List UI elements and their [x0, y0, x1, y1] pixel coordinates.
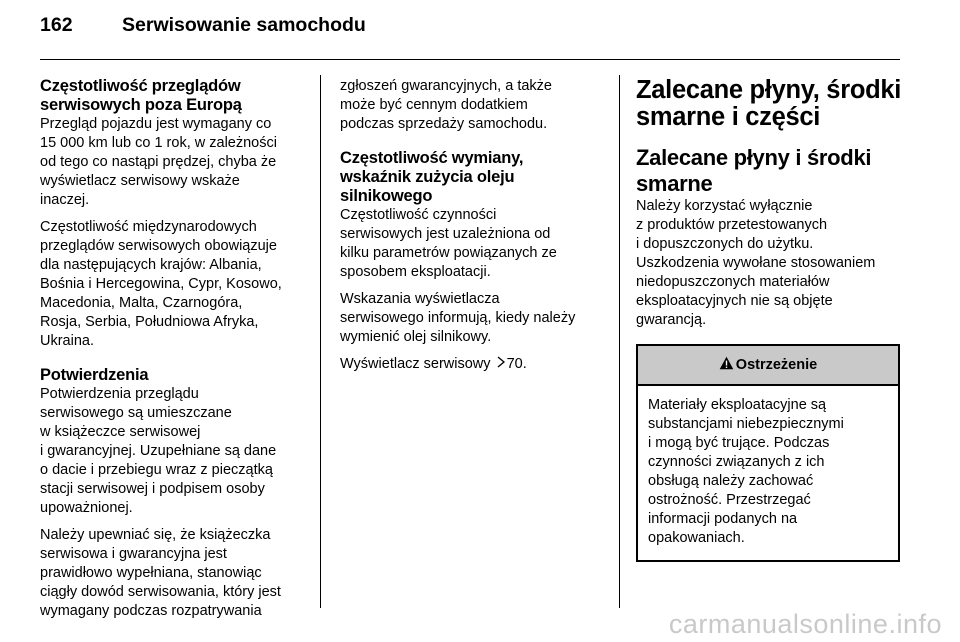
warning-triangle-icon: [719, 356, 734, 374]
paragraph: Wskazania wyświetlacza serwisowego informują, kiedy należy wymienić olej silnikowy.: [340, 291, 576, 345]
page-reference-arrow-icon: [497, 355, 505, 374]
chapter-heading: Zalecane płyny, środki smarne i części: [636, 76, 902, 131]
page-title: Serwisowanie samochodu: [122, 14, 366, 36]
header-rule: [40, 59, 900, 60]
column-3: [636, 77, 902, 562]
paragraph: Potwierdzenia przeglądu serwisowego są umieszczane w książeczce serwisowej i gwarancyjnej. Uzupełniane są dane o dacie i przebiegu wraz z pieczątką stacji serwisowej i podpisem osoby upoważnionej.: [40, 386, 277, 516]
warning-header: [638, 346, 898, 386]
paragraph: Przegląd pojazdu jest wymagany co 15 000 km lub co 1 rok, w zależności od tego co nastąpi prędzej, chyba że wyświetlacz serwisowy wskaże inaczej.: [40, 116, 277, 208]
section-heading: Częstotliwość wymiany, wskaźnik zużycia oleju silnikowego: [340, 149, 524, 205]
paragraph: Wyświetlacz serwisowy 70.: [340, 356, 527, 372]
warning-text: Materiały eksploatacyjne są substancjami niebezpiecznymi i mogą być trujące. Podczas czynności związanych z ich obsługą należy zachować ostrożność. Przestrzegać informacji podanych na opakowaniach.: [648, 397, 844, 546]
subchapter-heading: Zalecane płyny i środki smarne: [636, 145, 872, 196]
paragraph: Należy upewniać się, że książeczka serwisowa i gwarancyjna jest prawidłowo wypełniana, stanowiąc ciągły dowód serwisowania, który jest wymagany podczas rozpatrywania: [40, 527, 281, 619]
paragraph: Częstotliwość międzynarodowych przeglądów serwisowych obowiązuje dla następujących krajów: Albania, Bośnia i Hercegowina, Cypr, Kosowo, Macedonia, Malta, Czarnogóra, Rosja, Serbia, Południowa Afryka, Ukraina.: [40, 219, 282, 349]
warning-title: Ostrzeżenie: [735, 357, 818, 373]
column-1: [40, 77, 308, 621]
column-divider: [619, 75, 620, 608]
page-number: 162: [40, 14, 73, 36]
section-heading: Częstotliwość przeglądów serwisowych poza Europą: [40, 77, 242, 114]
warning-box: [636, 344, 900, 562]
paragraph: Należy korzystać wyłącznie z produktów przetestowanych i dopuszczonych do użytku. Uszkodzenia wywołane stosowaniem niedopuszczonych materiałów eksploatacyjnych nie są objęte gwarancją.: [636, 198, 876, 328]
paragraph: zgłoszeń gwarancyjnych, a także może być cennym dodatkiem podczas sprzedaży samochodu.: [340, 78, 552, 132]
page-reference-link[interactable]: 70.: [506, 356, 527, 372]
section-heading: Potwierdzenia: [40, 366, 149, 384]
page-header: [40, 14, 366, 37]
column-divider: [320, 75, 321, 608]
watermark: carmanualsonline.info: [668, 609, 942, 639]
column-2: [340, 77, 602, 374]
paragraph: Częstotliwość czynności serwisowych jest uzależniona od kilku parametrów powiązanych ze sposobem eksploatacji.: [340, 207, 557, 280]
